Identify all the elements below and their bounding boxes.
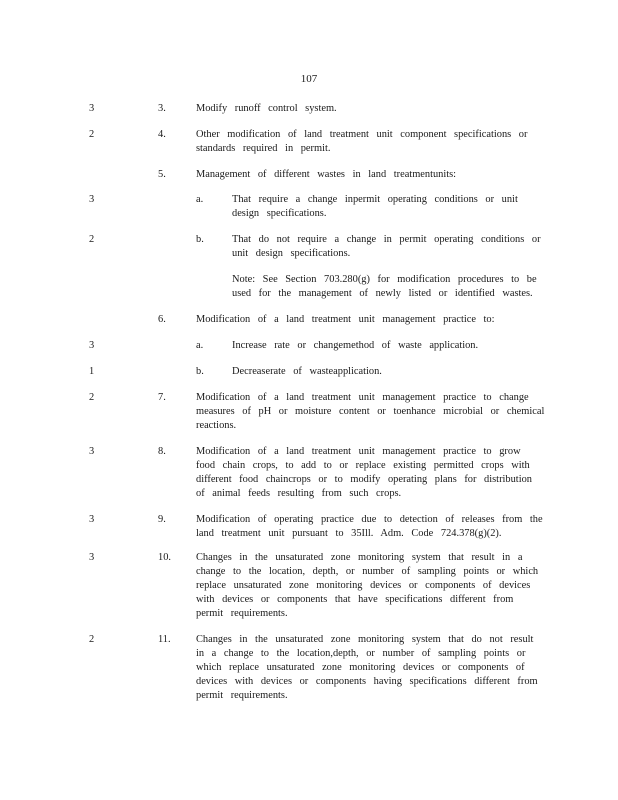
item-text: Management of different wastes in land treatmentunits: — [196, 169, 457, 180]
page-number: 107 — [300, 73, 318, 85]
class-number: 3 — [89, 446, 95, 457]
item-text: Modification of operating practice due to detection of releases from the land treatment unit pursuant to 35Ill. Adm. Code 724.378(g)(2). — [196, 514, 543, 539]
class-number: 3 — [89, 514, 95, 525]
sub-item-letter: a. — [196, 340, 204, 351]
item-text: That do not require a change in permit operating conditions or unit design specifications. — [232, 234, 541, 259]
item-text: Changes in the unsaturated zone monitoring system that result in a change to the location, depth, or number of sampling points or which replace unsaturated zone monitoring devices or components of devices with devices or components that have specifications different from permit requirements. — [196, 552, 539, 619]
item-number: 9. — [158, 514, 166, 525]
class-number: 1 — [89, 366, 95, 377]
class-number: 3 — [89, 552, 95, 563]
class-number: 2 — [89, 129, 95, 140]
item-number: 8. — [158, 446, 166, 457]
item-number: 6. — [158, 314, 166, 325]
item-number: 4. — [158, 129, 166, 140]
item-text: Changes in the unsaturated zone monitoring system that do not result in a change to the location,depth, or number of sampling points or which replace unsaturated zone monitoring devices or components of devices with devices or components having specifications different from permit requirements. — [196, 634, 538, 701]
class-number: 2 — [89, 392, 95, 403]
item-number: 7. — [158, 392, 166, 403]
class-number: 2 — [89, 234, 95, 245]
sub-item-letter: a. — [196, 194, 204, 205]
item-number: 10. — [158, 552, 171, 563]
item-text: Modification of a land treatment unit management practice to change measures of pH or moisture content or toenhance microbial or chemical reactions. — [196, 392, 545, 431]
item-text: Modification of a land treatment unit management practice to: — [196, 314, 495, 325]
item-number: 5. — [158, 169, 166, 180]
item-text: That require a change inpermit operating conditions or unit design specifications. — [232, 194, 518, 219]
item-text: Other modification of land treatment unit component specifications or standards required in permit. — [196, 129, 528, 154]
note-text: Note: See Section 703.280(g) for modification procedures to be used for the management of newly listed or identified wastes. — [232, 274, 537, 299]
item-number: 11. — [158, 634, 171, 645]
class-number: 3 — [89, 340, 95, 351]
sub-item-letter: b. — [196, 366, 204, 377]
item-number: 3. — [158, 103, 166, 114]
sub-item-letter: b. — [196, 234, 204, 245]
item-text: Modify runoff control system. — [196, 103, 337, 114]
item-text: Increase rate or changemethod of waste application. — [232, 340, 479, 351]
item-text: Modification of a land treatment unit management practice to grow food chain crops, to add to or replace existing permitted crops with different food chaincrops or to modify operating plans for distribution of animal feeds resulting from such crops. — [196, 446, 532, 499]
item-text: Decreaserate of wasteapplication. — [232, 366, 382, 377]
class-number: 3 — [89, 103, 95, 114]
class-number: 2 — [89, 634, 95, 645]
class-number: 3 — [89, 194, 95, 205]
